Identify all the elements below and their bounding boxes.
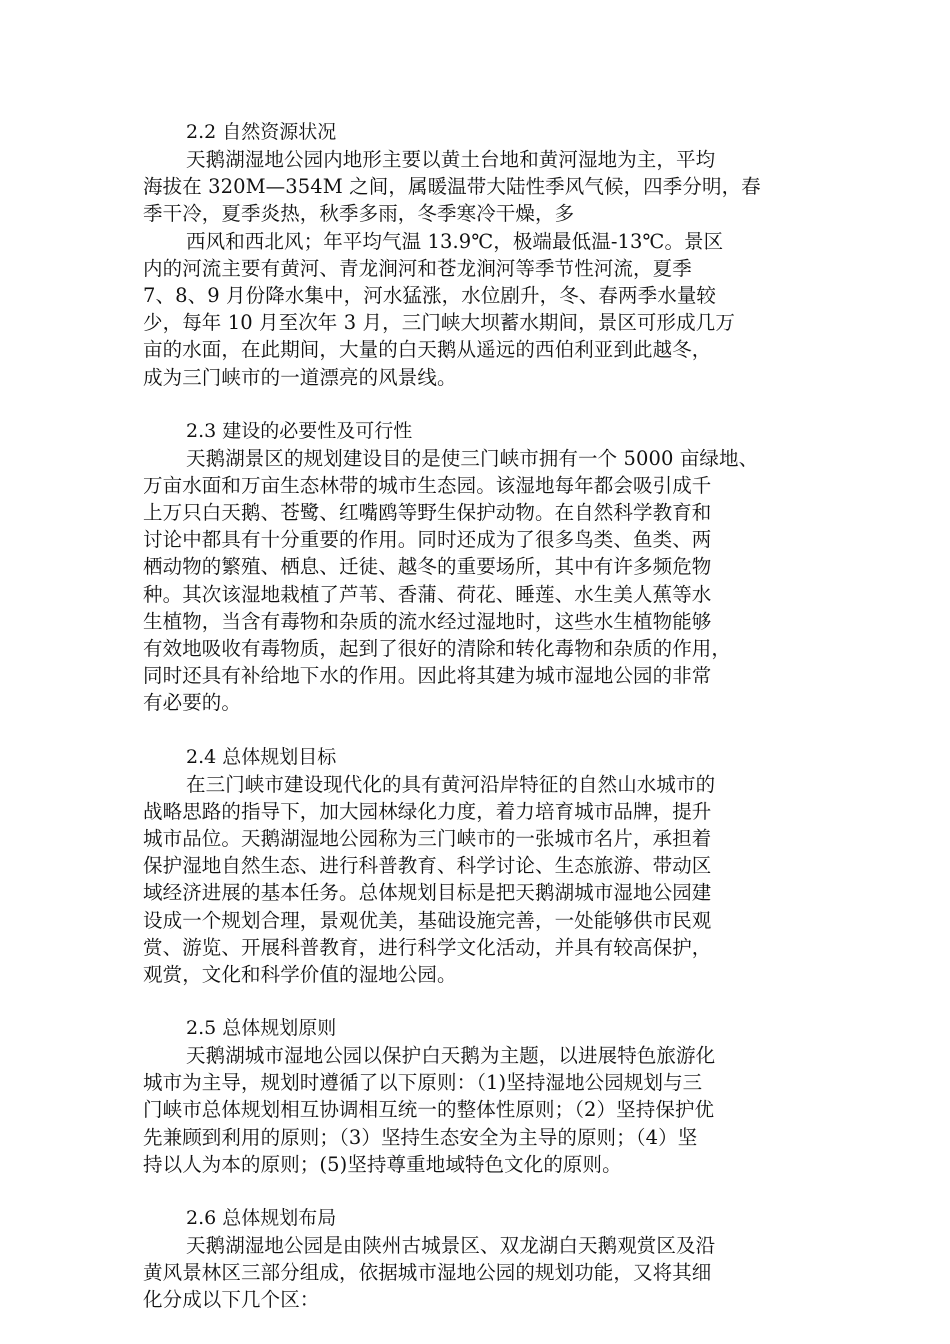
section-heading: 2.6 总体规划布局 — [186, 1207, 337, 1229]
section-gap — [143, 1178, 815, 1205]
paragraph-line: 先兼顾到利用的原则；（3）坚持生态安全为主导的原则；（4）坚 — [143, 1125, 698, 1149]
section-gap — [143, 391, 815, 418]
paragraph-line: 有效地吸收有毒物质，起到了很好的清除和转化毒物和杂质的作用， — [143, 637, 732, 660]
section-heading: 2.3 建设的必要性及可行性 — [186, 419, 413, 442]
paragraph-line: 保护湿地自然生态、进行科普教育、科学讨论、生态旅游、带动区 — [143, 854, 712, 878]
paragraph-line: 化分成以下几个区： — [143, 1288, 320, 1312]
paragraph-line: 季干冷，夏季炎热，秋季多雨，冬季寒冷干燥，多 — [143, 202, 575, 226]
section-planning-layout — [143, 1205, 815, 1314]
section-natural-resources — [143, 119, 815, 391]
paragraph-line: 在三门峡市建设现代化的具有黄河沿岸特征的自然山水城市的 — [186, 772, 716, 796]
section-heading: 2.4 总体规划目标 — [186, 745, 337, 768]
paragraph-line: 观赏，文化和科学价值的湿地公园。 — [143, 962, 457, 986]
paragraph-line: 西风和西北风；年平均气温 13.9℃，极端最低温-13℃。景区 — [186, 229, 724, 253]
document-page — [143, 119, 815, 1314]
section-heading: 2.5 总体规划原则 — [186, 1017, 337, 1040]
section-gap — [143, 988, 815, 1015]
paragraph-line: 城市为主导，规划时遵循了以下原则：（1)坚持湿地公园规划与三 — [143, 1071, 703, 1095]
paragraph-line: 内的河流主要有黄河、青龙涧河和苍龙涧河等季节性河流，夏季 — [143, 256, 692, 280]
paragraph-line: 讨论中都具有十分重要的作用。同时还成为了很多鸟类、鱼类、两 — [143, 528, 712, 552]
paragraph-line: 亩的水面，在此期间，大量的白天鹅从遥远的西伯利亚到此越冬， — [143, 338, 712, 362]
section-gap — [143, 717, 815, 744]
paragraph-line: 战略思路的指导下，加大园林绿化力度，着力培育城市品牌，提升 — [143, 799, 712, 823]
paragraph-line: 天鹅湖湿地公园是由陕州古城景区、双龙湖白天鹅观赏区及沿 — [186, 1234, 716, 1257]
paragraph-line: 少，每年 10 月至次年 3 月，三门峡大坝蓄水期间，景区可形成几万 — [143, 311, 735, 335]
paragraph-line: 万亩水面和万亩生态林带的城市生态园。该湿地每年都会吸引成千 — [143, 473, 712, 497]
paragraph-line: 赏、游览、开展科普教育，进行科学文化活动，并具有较高保护， — [143, 935, 712, 959]
paragraph-line: 设成一个规划合理，景观优美，基础设施完善，一处能够供市民观 — [143, 908, 712, 932]
paragraph-line: 天鹅湖城市湿地公园以保护白天鹅为主题，以进展特色旅游化 — [186, 1044, 716, 1068]
section-planning-goals — [143, 744, 815, 989]
paragraph-line: 域经济进展的基本任务。总体规划目标是把天鹅湖城市湿地公园建 — [143, 881, 712, 905]
paragraph-line: 海拔在 320M—354M 之间，属暖温带大陆性季风气候，四季分明，春 — [143, 175, 761, 199]
paragraph-line: 持以人为本的原则；(5)坚持尊重地域特色文化的原则。 — [143, 1152, 622, 1176]
paragraph-line: 种。其次该湿地栽植了芦苇、香蒲、荷花、睡莲、水生美人蕉等水 — [143, 582, 712, 606]
paragraph-line: 生植物，当含有毒物和杂质的流水经过湿地时，这些水生植物能够 — [143, 609, 712, 633]
section-heading: 2.2 自然资源状况 — [186, 121, 337, 143]
paragraph-line: 城市品位。天鹅湖湿地公园称为三门峡市的一张城市名片，承担着 — [143, 826, 712, 850]
paragraph-line: 有必要的。 — [143, 691, 242, 715]
section-planning-principles — [143, 1015, 815, 1178]
paragraph-line: 天鹅湖景区的规划建设目的是使三门峡市拥有一个 5000 亩绿地、 — [186, 446, 759, 470]
section-necessity-feasibility — [143, 418, 815, 717]
paragraph-line: 门峡市总体规划相互协调相互统一的整体性原则；（2）坚持保护优 — [143, 1098, 715, 1122]
paragraph-line: 上万只白天鹅、苍鹭、红嘴鸥等野生保护动物。在自然科学教育和 — [143, 501, 712, 525]
paragraph-line: 黄风景林区三部分组成，依据城市湿地公园的规划功能，又将其细 — [143, 1261, 712, 1285]
paragraph-line: 天鹅湖湿地公园内地形主要以黄土台地和黄河湿地为主，平均 — [186, 148, 716, 171]
paragraph-line: 同时还具有补给地下水的作用。因此将其建为城市湿地公园的非常 — [143, 664, 712, 688]
paragraph-line: 7、8、9 月份降水集中，河水猛涨，水位剧升，冬、春两季水量较 — [143, 283, 717, 307]
paragraph-line: 栖动物的繁殖、栖息、迁徒、越冬的重要场所，其中有许多频危物 — [143, 555, 712, 579]
paragraph-line: 成为三门峡市的一道漂亮的风景线。 — [143, 365, 457, 389]
